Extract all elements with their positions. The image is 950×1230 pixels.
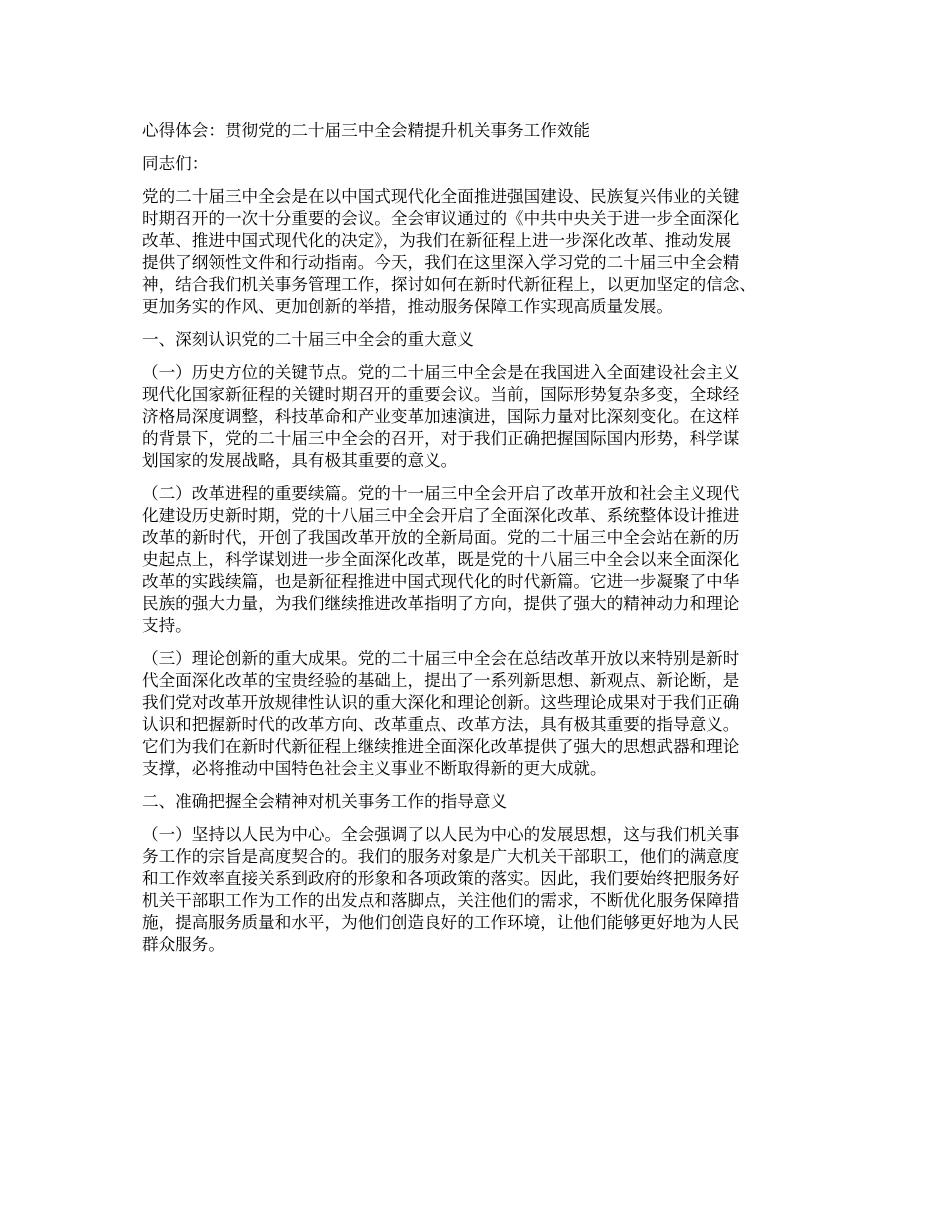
paragraph-line: 现代化国家新征程的关键时期召开的重要会议。当前，国际形势复杂多变，全球经 — [142, 385, 740, 404]
paragraph-line: 它们为我们在新时代新征程上继续推进全面深化改革提供了强大的思想武器和理论 — [142, 737, 740, 756]
paragraph-line: 济格局深度调整，科技革命和产业变革加速演进，国际力量对比深刻变化。在这样 — [142, 407, 740, 426]
paragraph-line: 施，提高服务质量和水平，为他们创造良好的工作环境，让他们能够更好地为人民 — [142, 913, 740, 932]
paragraph-line: 党的二十届三中全会是在以中国式现代化全面推进强国建设、民族复兴伟业的关键 — [142, 187, 740, 206]
document-page — [142, 120, 822, 967]
paragraph-line: 民族的强大力量，为我们继续推进改革指明了方向，提供了强大的精神动力和理论 — [142, 594, 740, 613]
paragraph-list — [142, 186, 822, 956]
title-text: 心得体会：贯彻党的二十届三中全会精提升机关事务工作效能 — [142, 121, 591, 140]
paragraph-line: 神，结合我们机关事务管理工作，探讨如何在新时代新征程上，以更加坚定的信念、 — [142, 275, 756, 294]
paragraph-line: 化建设历史新时期，党的十八届三中全会开启了全面深化改革、系统整体设计推进 — [142, 506, 740, 525]
paragraph-line: 支撑，必将推动中国特色社会主义事业不断取得新的更大成就。 — [142, 759, 607, 778]
paragraph-line: 改革的新时代，开创了我国改革开放的全新局面。党的二十届三中全会站在新的历 — [142, 528, 740, 547]
paragraph-line: （一）坚持以人民为中心。全会强调了以人民为中心的发展思想，这与我们机关事 — [142, 825, 740, 844]
section-heading-text: 一、深刻认识党的二十届三中全会的重大意义 — [142, 330, 474, 349]
paragraph-line: 的背景下，党的二十届三中全会的召开，对于我们正确把握国际国内形势，科学谋 — [142, 429, 740, 448]
paragraph-line: 群众服务。 — [142, 935, 225, 954]
paragraph-line: 划国家的发展战略，具有极其重要的意义。 — [142, 451, 458, 470]
paragraph-line: 和工作效率直接关系到政府的形象和各项政策的落实。因此，我们要始终把服务好 — [142, 869, 740, 888]
paragraph-line: 我们党对改革开放规律性认识的重大深化和理论创新。这些理论成果对于我们正确 — [142, 693, 740, 712]
paragraph — [142, 186, 822, 318]
section-heading — [142, 791, 822, 813]
paragraph — [142, 483, 822, 637]
paragraph-line: 改革、推进中国式现代化的决定》，为我们在新征程上进一步深化改革、推动发展 — [142, 231, 732, 250]
greeting — [142, 153, 822, 175]
paragraph-line: 更加务实的作风、更加创新的举措，推动服务保障工作实现高质量发展。 — [142, 297, 673, 316]
document-title — [142, 120, 822, 142]
paragraph-line: 机关干部职工作为工作的出发点和落脚点，关注他们的需求，不断优化服务保障措 — [142, 891, 740, 910]
paragraph — [142, 648, 822, 780]
paragraph-line: 支持。 — [142, 616, 192, 635]
paragraph-line: 改革的实践续篇，也是新征程推进中国式现代化的时代新篇。它进一步凝聚了中华 — [142, 572, 740, 591]
paragraph-line: 提供了纲领性文件和行动指南。今天，我们在这里深入学习党的二十届三中全会精 — [142, 253, 740, 272]
paragraph-line: （一）历史方位的关键节点。党的二十届三中全会是在我国进入全面建设社会主义 — [142, 363, 740, 382]
paragraph — [142, 362, 822, 472]
paragraph — [142, 824, 822, 956]
paragraph-line: （三）理论创新的重大成果。党的二十届三中全会在总结改革开放以来特别是新时 — [142, 649, 740, 668]
section-heading-text: 二、准确把握全会精神对机关事务工作的指导意义 — [142, 792, 508, 811]
paragraph-line: 务工作的宗旨是高度契合的。我们的服务对象是广大机关干部职工，他们的满意度 — [142, 847, 740, 866]
section-heading — [142, 329, 822, 351]
greeting-text: 同志们： — [142, 154, 209, 173]
paragraph-line: （二）改革进程的重要续篇。党的十一届三中全会开启了改革开放和社会主义现代 — [142, 484, 740, 503]
paragraph-line: 时期召开的一次十分重要的会议。全会审议通过的《中共中央关于进一步全面深化 — [142, 209, 740, 228]
paragraph-line: 认识和把握新时代的改革方向、改革重点、改革方法，具有极其重要的指导意义。 — [142, 715, 740, 734]
paragraph-line: 史起点上，科学谋划进一步全面深化改革，既是党的十八届三中全会以来全面深化 — [142, 550, 740, 569]
paragraph-line: 代全面深化改革的宝贵经验的基础上，提出了一系列新思想、新观点、新论断，是 — [142, 671, 740, 690]
